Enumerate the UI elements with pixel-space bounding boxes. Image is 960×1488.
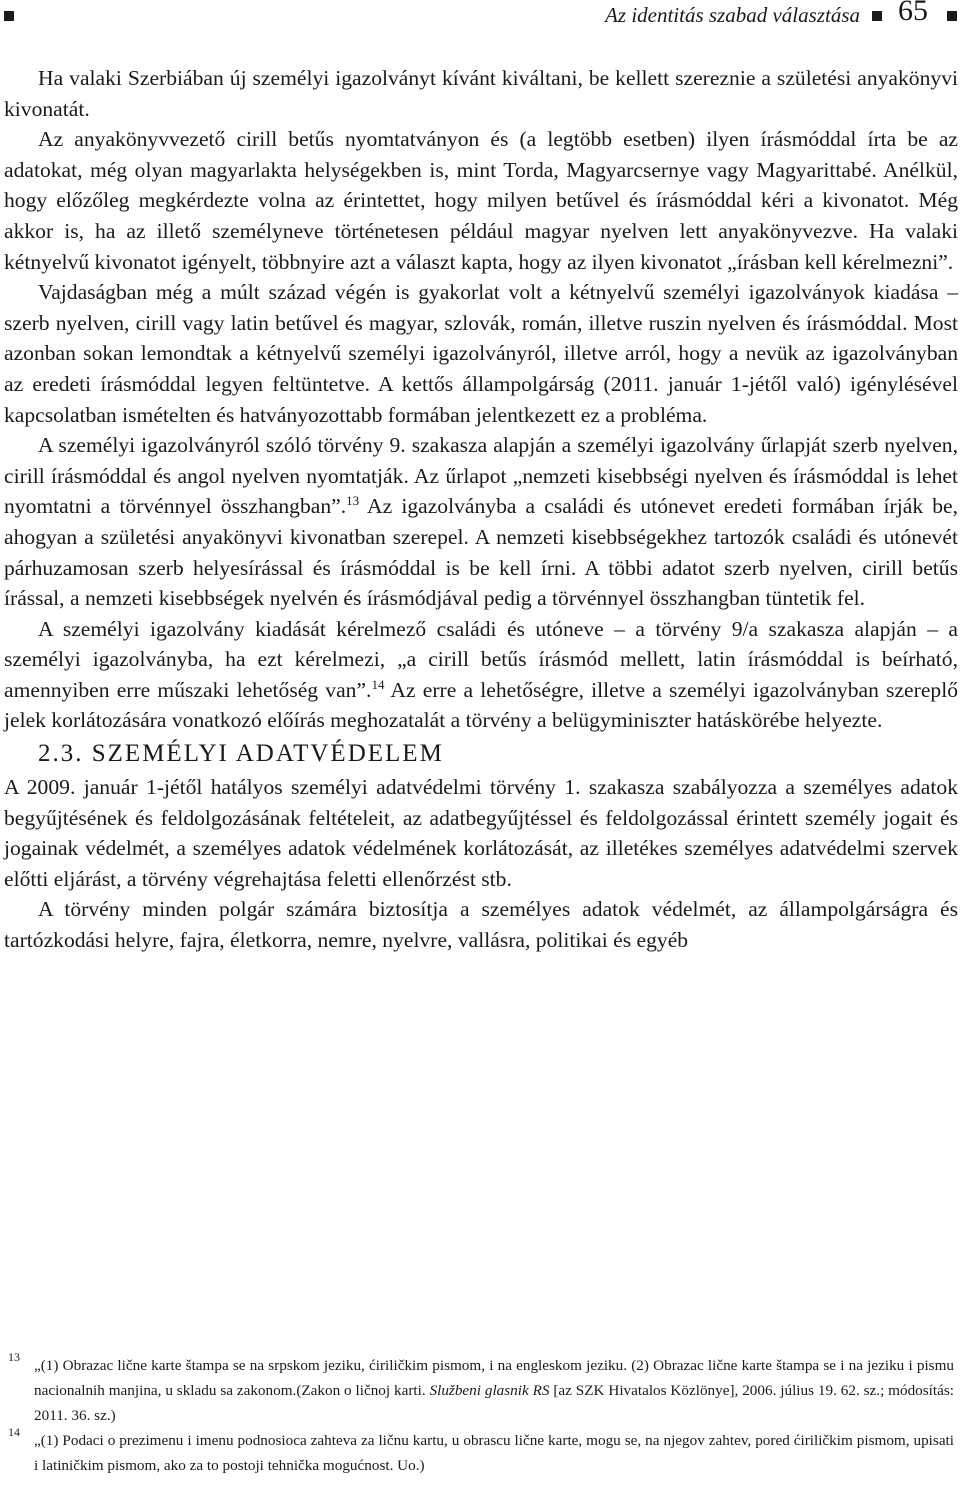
footnote-number: 13 [8, 1350, 20, 1364]
paragraph: Az anyakönyvvezető cirill betűs nyomtatványon és (a legtöbb esetben) ilyen írásmóddal írta be az adatokat, még olyan magyarlakta helységekben is, mint Torda, Magyarcsernye vagy Magyarittabé. Anélkül, hogy előzőleg megkérdezte volna az érintettet, hogy milyen betűvel és írásmóddal kéri a kivonatot. Még akkor is, ha az illető személyneve történetesen például magyar nyelven lett anyakönyvezve. Ha valaki kétnyelvű kivonatot igényelt, többnyire azt a választ kapta, hogy az ilyen kivonatot „írásban kell kérelmezni”. [4, 127, 958, 274]
running-header [0, 0, 960, 40]
paragraph [4, 614, 958, 736]
paragraph: A 2009. január 1-jétől hatályos személyi adatvédelmi törvény 1. szakasza szabályozza a személyes adatok begyűjtésének és feldolgozásának feltételeit, az adatbegyűjtéssel és feldolgozással érintett személy jogait és jogainak védelmét, a személyes adatok védelmének korlátozását, az illetékes személyes adatvédelmi szervek előtti eljárást, a törvény végrehajtása feletti ellenőrzést stb. [4, 775, 958, 891]
paragraph-text: A személyi igazolvány kiadását kérelmező családi és utóneve – a törvény 9/a szakasza alapján – a személyi igazolványba, ha ezt kérelmezi, „a cirill betűs írásmód mellett, latin írásmóddal is beírható, amennyiben erre műszaki lehetőség van”. [4, 616, 958, 702]
footnote-ref[interactable]: 13 [346, 493, 360, 509]
paragraph-text: Az igazolványba a családi és utónevet eredeti formában írják be, ahogyan a születési anyakönyvi kivonatban szerepel. A nemzeti kisebbségekhez tartozók családi és utónevét párhuzamosan szerb helyesírással és írásmóddal is be kell írni. A többi adatot szerb nyelven, cirill betűs írással, a nemzeti kisebbségek nyelvén és írásmódjával pedig a törvénnyel összhangban tüntetik fel. [4, 494, 959, 611]
square-bullet-icon [872, 11, 882, 21]
paragraph [4, 430, 958, 614]
footnote-number: 14 [8, 1425, 20, 1439]
footnote-ref[interactable]: 14 [371, 676, 385, 692]
square-bullet-icon [947, 11, 957, 21]
footnote-text: „(1) Podaci o prezimenu i imenu podnosioca zahteva za ličnu kartu, u obrascu lične karte, mogu se, na njegov zahtev, pored ćiriličkim pismom, upisati i latiničkim pismom, ako za to postoji tehnička mogućnost. Uo.) [34, 1432, 954, 1474]
paragraph: A törvény minden polgár számára biztosítja a személyes adatok védelmét, az állampolgárságra és tartózkodási helyre, fajra, életkorra, nemre, nyelvre, vallásra, politikai és egyéb [4, 897, 958, 953]
paragraph: Vajdaságban még a múlt század végén is gyakorlat volt a kétnyelvű személyi igazolványok kiadása – szerb nyelven, cirill vagy latin betűvel és magyar, szlovák, román, illetve ruszin nyelven és írásmóddal. Most azonban sokan lemondtak a kétnyelvű személyi igazolványról, illetve arról, hogy a nevük az igazolványban az eredeti írásmóddal legyen feltüntetve. A kettős állampolgárság (2011. január 1-jétől való) igénylésével kapcsolatban ismételten és hatványozottabb formában jelentkezett ez a probléma. [4, 280, 958, 427]
running-title: Az identitás szabad választása [605, 3, 860, 27]
main-text [4, 63, 958, 956]
paragraph-text: A személyi igazolványról szóló törvény 9. szakasza alapján a személyi igazolvány űrlapját szerb nyelven, cirill írásmóddal és angol nyelven nyomtatják. Az űrlapot „nemzeti kisebbségi nyelven és írásmóddal is lehet nyomtatni a törvénnyel összhangban”. [4, 433, 958, 519]
footnote-italic: Službeni glasnik RS [429, 1382, 550, 1399]
footnote [4, 1425, 954, 1478]
section-heading: 2.3. SZEMÉLYI ADATVÉDELEM [38, 740, 444, 768]
footnote-text: „(1) Obrazac lične karte štampa se na srpskom jeziku, ćiriličkim pismom, i na engleskom jeziku. (2) Obrazac lične karte štampa se i na jeziku i pismu nacionalnih manjina, u skladu sa zakonom.(Zakon o ličnoj karti. [34, 1357, 954, 1399]
paragraph: Ha valaki Szerbiában új személyi igazolványt kívánt kiváltani, be kellett szereznie a születési anyakönyvi kivonatát. [4, 66, 958, 121]
page-number: 65 [898, 0, 928, 27]
footnotes [4, 1350, 954, 1478]
paragraph-text: Az erre a lehetőségre, illetve a személyi igazolványban szereplő jelek korlátozására vonatkozó előírás meghozatalát a törvény a belügyminiszter hatáskörébe helyezte. [4, 677, 958, 733]
footnote [4, 1350, 954, 1428]
square-bullet-icon [4, 11, 14, 21]
footnote-text: [az SZK Hivatalos Közlönye], 2006. július 19. 62. sz.; módosítás: 2011. 36. sz.) [34, 1382, 954, 1424]
